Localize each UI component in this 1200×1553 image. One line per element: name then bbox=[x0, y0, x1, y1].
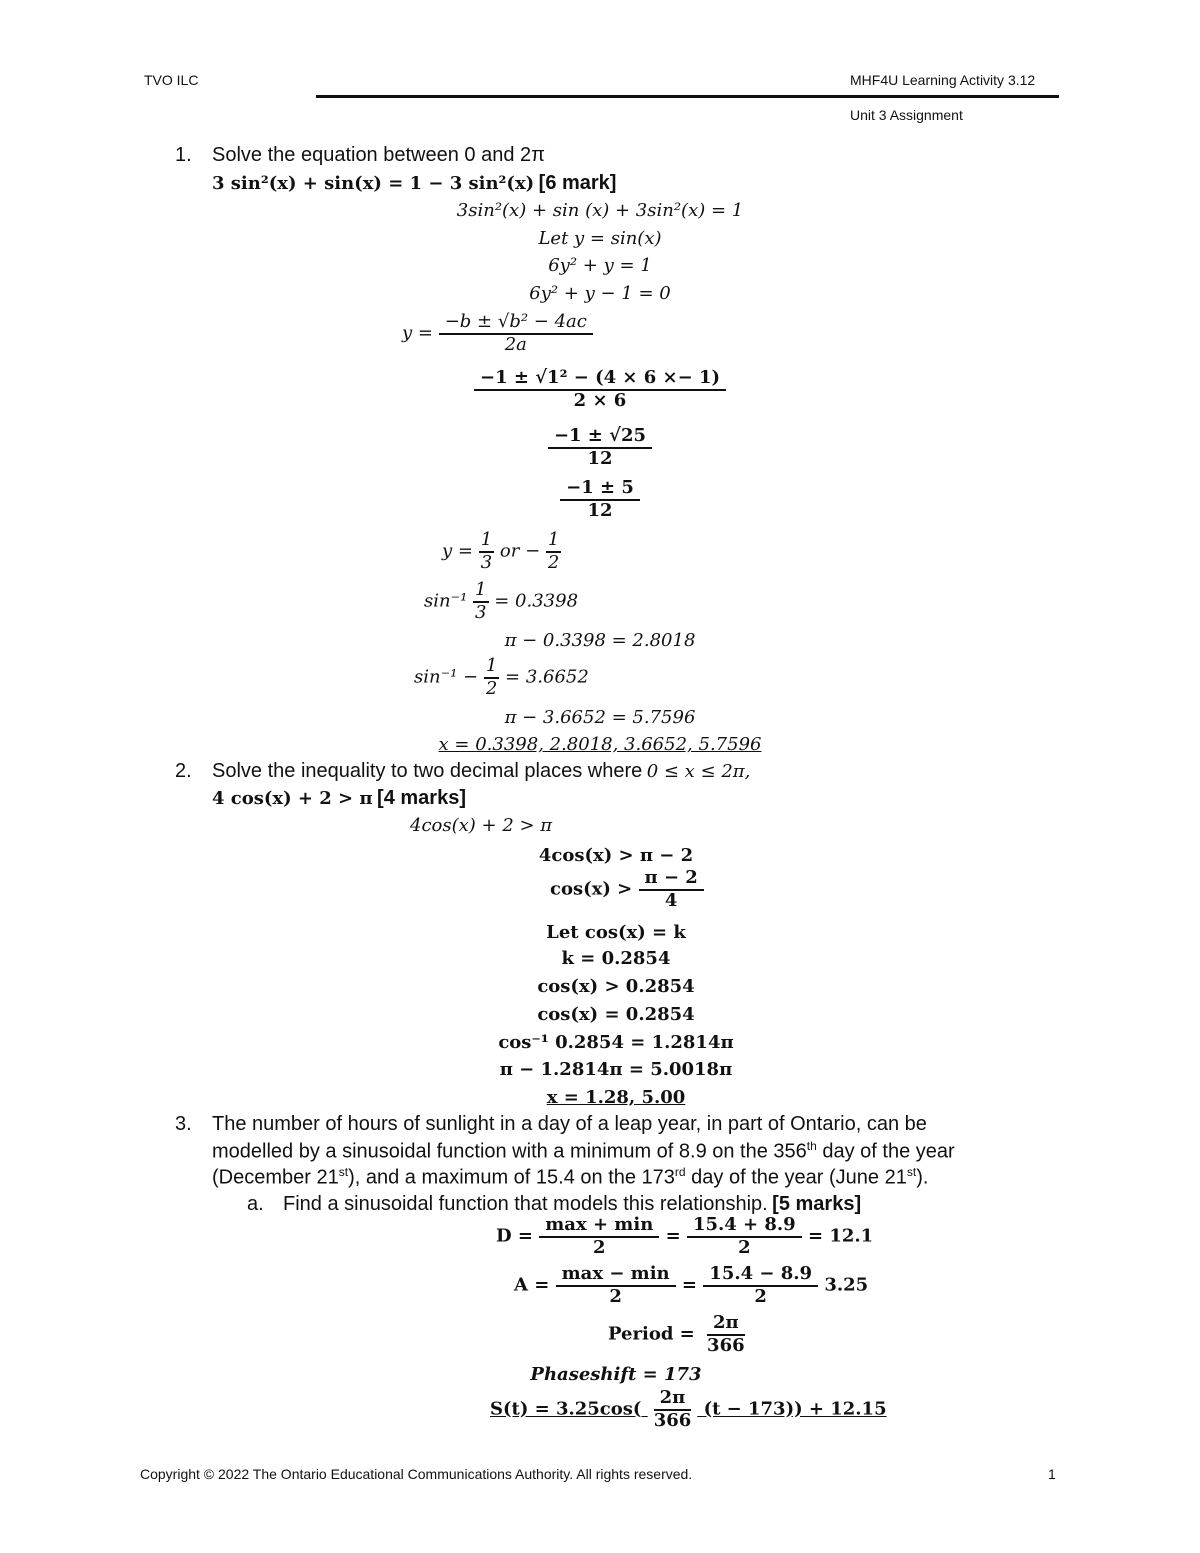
q1-s25-num: −1 ± √25 bbox=[548, 426, 652, 449]
q1-quad-lhs: y = bbox=[402, 322, 433, 344]
q1-y2-num: 1 bbox=[546, 530, 561, 553]
q3-s-num: 2π bbox=[654, 1388, 692, 1411]
q1-s25-den: 12 bbox=[587, 447, 613, 469]
q1-asin2-rhs: = 3.6652 bbox=[505, 666, 589, 688]
q2-step-2: k = 0.2854 bbox=[561, 948, 671, 969]
q3-text-1: The number of hours of sunlight in a day of a leap year, in part of Ontario, can be bbox=[212, 1113, 927, 1135]
q1-asin2-den: 2 bbox=[485, 677, 498, 699]
q2-prompt-line bbox=[212, 760, 750, 783]
q1-quad-num: −b ± √b² − 4ac bbox=[439, 312, 593, 335]
q3-p-num: 2π bbox=[707, 1313, 745, 1336]
q2-equation: 4 cos(x) + 2 > π bbox=[212, 788, 373, 809]
q1-step-4: 6y² + y − 1 = 0 bbox=[529, 283, 671, 304]
q1-asin1-lhs: sin⁻¹ bbox=[424, 590, 468, 612]
q1-s5-num: −1 ± 5 bbox=[560, 478, 640, 501]
q3-p-lhs: Period = bbox=[608, 1323, 695, 1345]
footer-page-number: 1 bbox=[1048, 1466, 1056, 1482]
q1-step-3: 6y² + y = 1 bbox=[548, 255, 652, 276]
q3a-prompt-line bbox=[283, 1193, 861, 1216]
q3a-marks: [5 marks] bbox=[772, 1193, 862, 1215]
q3-p-den: 366 bbox=[707, 1334, 745, 1356]
q2-answer: x = 1.28, 5.00 bbox=[546, 1087, 686, 1108]
q2-line-1: 4cos(x) + 2 > π bbox=[410, 815, 553, 836]
q3-a-rhs: 3.25 bbox=[824, 1274, 869, 1296]
q3-a-lhs: A = bbox=[514, 1274, 550, 1296]
q3-final-function bbox=[490, 1388, 887, 1431]
q2-step-4: cos(x) = 0.2854 bbox=[537, 1004, 695, 1025]
q2-step-6: π − 1.2814π = 5.0018π bbox=[499, 1059, 733, 1080]
q3-d-num2: 15.4 + 8.9 bbox=[687, 1215, 802, 1238]
q2-step-3: cos(x) > 0.2854 bbox=[537, 976, 695, 997]
q1-number: 1. bbox=[175, 144, 192, 166]
q2-step-5: cos⁻¹ 0.2854 = 1.2814π bbox=[498, 1032, 734, 1053]
q2-step-1: Let cos(x) = k bbox=[546, 922, 686, 943]
header-sub: Unit 3 Assignment bbox=[850, 107, 963, 123]
q3-d-num1: max + min bbox=[539, 1215, 659, 1238]
q3-a-den2: 2 bbox=[754, 1285, 767, 1307]
q3-phase-shift: Phaseshift = 173 bbox=[530, 1364, 702, 1385]
q3-a-num1: max − min bbox=[556, 1264, 676, 1287]
header-right: MHF4U Learning Activity 3.12 bbox=[850, 72, 1036, 88]
footer-copyright: Copyright © 2022 The Ontario Educational Communications Authority. All rights reserved. bbox=[140, 1466, 693, 1482]
q1-quadratic-formula bbox=[402, 312, 593, 355]
q1-sub-den: 2 × 6 bbox=[573, 389, 627, 411]
q3-d-den1: 2 bbox=[593, 1236, 606, 1258]
q2-frac-num: π − 2 bbox=[639, 868, 704, 891]
q1-asin2-lhs: sin⁻¹ − bbox=[414, 666, 479, 688]
q2-line-2: 4cos(x) > π − 2 bbox=[538, 845, 694, 866]
q1-asin2-num: 1 bbox=[484, 656, 499, 679]
q3-number: 3. bbox=[175, 1113, 192, 1135]
q1-asin1-den: 3 bbox=[475, 601, 487, 623]
header-rule bbox=[316, 95, 1059, 98]
q3a-text: Find a sinusoidal function that models this relationship. bbox=[283, 1193, 768, 1215]
q2-number: 2. bbox=[175, 760, 192, 782]
q1-asin1-num: 1 bbox=[473, 580, 488, 603]
q3-s-lhs: S(t) = 3.25cos( bbox=[490, 1398, 642, 1420]
q3-a-num2: 15.4 − 8.9 bbox=[703, 1264, 818, 1287]
q3-a-formula: A = $\frac{\max - \min}{2}$ = $\frac{15.4 - 8.9}{2}$ 3.25 bbox=[514, 1263, 869, 1307]
q3-d-rhs: = 12.1 bbox=[808, 1225, 874, 1247]
q2-marks: [4 marks] bbox=[377, 787, 466, 809]
q1-asin1-rhs: = 0.3398 bbox=[494, 590, 579, 612]
q1-step-2: Let y = sin(x) bbox=[538, 228, 662, 249]
q1-y2-den: 2 bbox=[547, 551, 560, 573]
q1-y-or: or − bbox=[499, 540, 541, 562]
q1-plusminus5 bbox=[300, 478, 900, 521]
q1-line-a: π − 0.3398 = 2.8018 bbox=[504, 630, 696, 651]
q3-text-2: modelled by a sinusoidal function with a minimum of 8.9 on the 356th day of the year bbox=[212, 1139, 955, 1163]
q1-equation-line bbox=[212, 172, 616, 195]
q1-line-b: π − 3.6652 = 5.7596 bbox=[504, 707, 696, 728]
q1-prompt: Solve the equation between 0 and 2π bbox=[212, 144, 545, 166]
q1-equation: 3 sin²(x) + sin(x) = 1 − 3 sin²(x) bbox=[212, 173, 535, 194]
q3-s-den: 366 bbox=[653, 1409, 692, 1431]
q1-quad-fraction bbox=[439, 312, 593, 355]
q1-arcsin-2 bbox=[414, 656, 589, 699]
q1-y-solutions bbox=[442, 530, 561, 573]
q3-s-rhs: (t − 173)) + 12.15 bbox=[703, 1398, 887, 1420]
header-left: TVO ILC bbox=[144, 72, 199, 88]
q1-quad-den: 2a bbox=[504, 333, 527, 355]
q3-d-den2: 2 bbox=[738, 1236, 751, 1258]
q2-frac-lhs: cos(x) > bbox=[550, 878, 633, 900]
q3-d-formula: D = $\frac{\max + \min}{2}$ = $\frac{15.4 + 8.9}{2}$ = 12.1 bbox=[496, 1214, 874, 1258]
q3-text-3: (December 21st), and a maximum of 15.4 on the 173rd day of the year (June 21st). bbox=[212, 1165, 929, 1189]
q1-y-lhs: y = bbox=[442, 540, 473, 562]
q1-y1-den: 3 bbox=[480, 551, 493, 573]
q3a-label: a. bbox=[247, 1193, 264, 1215]
q1-answer: x = 0.3398, 2.8018, 3.6652, 5.7596 bbox=[438, 734, 762, 755]
q1-s5-den: 12 bbox=[587, 499, 613, 521]
q1-step-1: 3sin²(x) + sin (x) + 3sin²(x) = 1 bbox=[456, 200, 744, 221]
q2-equation-line bbox=[212, 787, 466, 810]
q2-frac-den: 4 bbox=[664, 889, 678, 911]
q1-sub-num: −1 ± √1² − (4 × 6 ×− 1) bbox=[474, 368, 726, 391]
q1-arcsin-1 bbox=[424, 580, 578, 623]
q1-marks: [6 mark] bbox=[538, 172, 617, 194]
q2-prompt: Solve the inequality to two decimal places where bbox=[212, 760, 643, 782]
q2-range: 0 ≤ x ≤ 2π, bbox=[646, 761, 751, 782]
q3-a-den1: 2 bbox=[609, 1285, 622, 1307]
q1-substitution bbox=[300, 368, 900, 411]
q3-d-lhs: D = bbox=[496, 1225, 533, 1247]
q1-sqrt25 bbox=[300, 426, 900, 469]
q3-period-formula bbox=[608, 1313, 751, 1356]
q1-y1-num: 1 bbox=[479, 530, 494, 553]
q2-fraction-line bbox=[550, 868, 704, 911]
